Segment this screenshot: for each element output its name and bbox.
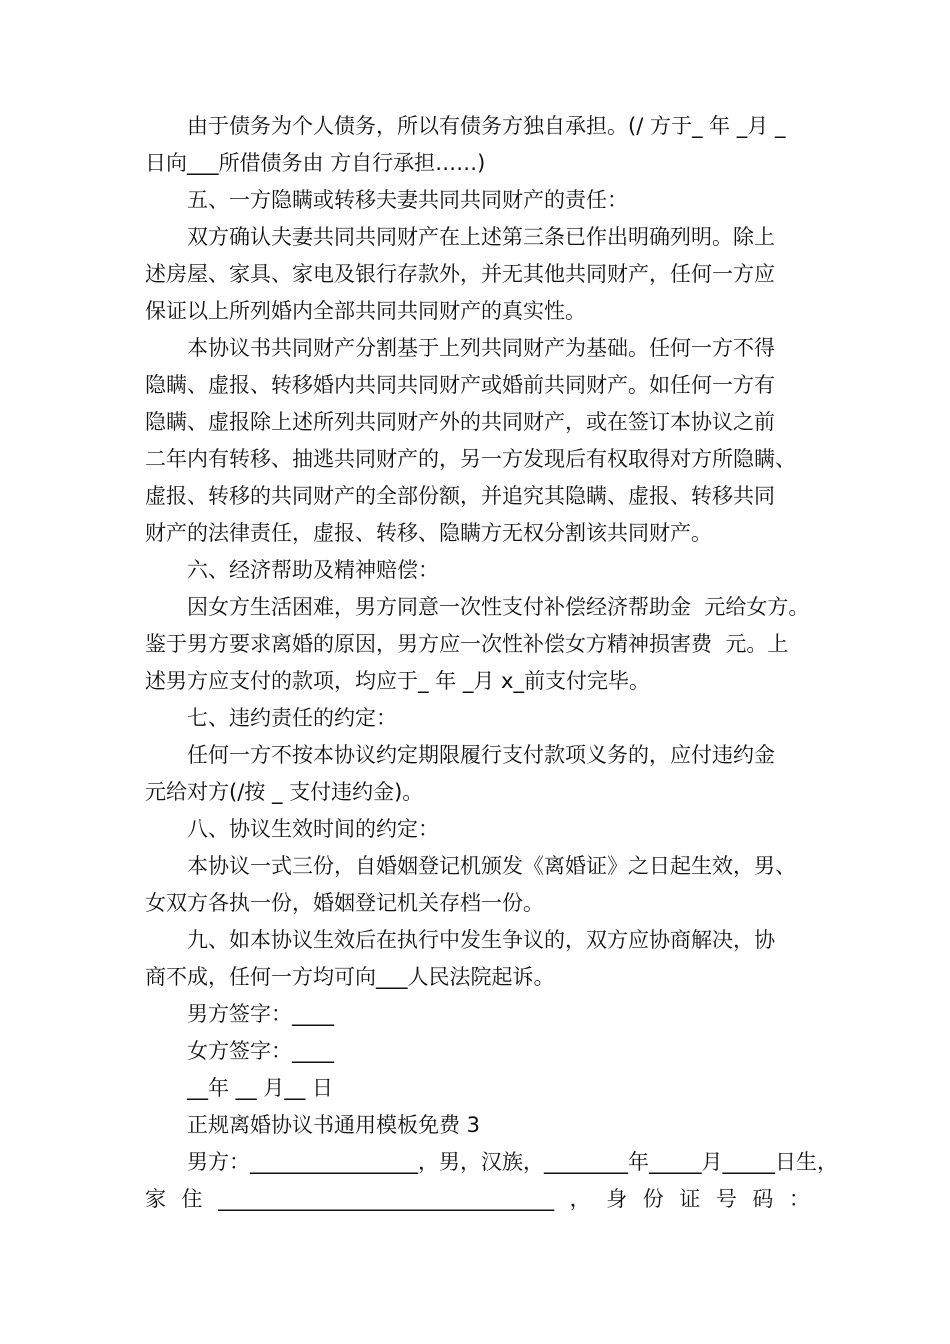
text-line: 本协议一式三份，自婚姻登记机颁发《离婚证》之日起生效，男、 <box>187 854 796 878</box>
text-line: 保证以上所列婚内全部共同共同财产的真实性。 <box>145 299 586 323</box>
text-line: 男方：________________，男，汉族，________年_____月_____日生， <box>187 1150 838 1174</box>
text-line: 隐瞒、虚报、转移婚内共同共同财产或婚前共同财产。如任何一方有 <box>145 373 775 397</box>
text-line: 虚报、转移的共同财产的全部份额，并追究其隐瞒、虚报、转移共同 <box>145 484 775 508</box>
text-fragment: 住 <box>181 1187 203 1211</box>
text-line: 本协议书共同财产分割基于上列共同财产为基础。任何一方不得 <box>187 336 775 360</box>
text-line: 五、一方隐瞒或转移夫妻共同共同财产的责任： <box>187 188 628 212</box>
text-line: 男方签字：____ <box>187 1002 334 1026</box>
text-line: 财产的法律责任，虚报、转移、隐瞒方无权分割该共同财产。 <box>145 521 712 545</box>
document-body <box>145 108 838 1218</box>
text-line: 任何一方不按本协议约定期限履行支付款项义务的，应付违约金 <box>187 743 775 767</box>
text-fragment: 码 <box>752 1187 774 1211</box>
text-line: 七、违约责任的约定： <box>187 706 397 730</box>
text-line: 述男方应支付的款项，均应于_ 年 _月 x_前支付完毕。 <box>145 669 650 693</box>
text-fragment: ， <box>569 1187 591 1211</box>
text-fragment: 证 <box>679 1187 701 1211</box>
text-line: 商不成，任何一方均可向___人民法院起诉。 <box>145 965 555 989</box>
text-line: 鉴于男方要求离婚的原因，男方应一次性补偿女方精神损害费 元。上 <box>145 632 789 656</box>
text-line: 因女方生活困难，男方同意一次性支付补偿经济帮助金 元给女方。 <box>187 595 810 619</box>
text-line: 女方签字：____ <box>187 1039 334 1063</box>
text-line: 正规离婚协议书通用模板免费 3 <box>187 1113 481 1137</box>
text-line: 六、经济帮助及精神赔偿： <box>187 558 439 582</box>
text-line: 日向___所借债务由 方自行承担……) <box>145 151 486 175</box>
text-fragment: 份 <box>642 1187 664 1211</box>
text-line: 双方确认夫妻共同共同财产在上述第三条已作出明确列明。除上 <box>187 225 775 249</box>
text-fragment: 家 <box>145 1187 166 1211</box>
text-line: 女双方各执一份，婚姻登记机关存档一份。 <box>145 891 544 915</box>
paragraph-lines <box>145 108 838 1181</box>
text-line: 九、如本协议生效后在执行中发生争议的，双方应协商解决，协 <box>187 928 775 952</box>
text-line: 二年内有转移、抽逃共同财产的，另一方发现后有权取得对方所隐瞒、 <box>145 447 796 471</box>
text-line: __年 __ 月__ 日 <box>187 1076 334 1100</box>
text-line: 隐瞒、虚报除上述所列共同财产外的共同财产，或在签订本协议之前 <box>145 410 775 434</box>
text-fragment: ： <box>788 1187 810 1211</box>
text-fragment: ________________________________ <box>218 1187 555 1211</box>
text-fragment: 身 <box>606 1187 628 1211</box>
text-line: 八、协议生效时间的约定： <box>187 817 439 841</box>
text-line: 由于债务为个人债务，所以有债务方独自承担。(/ 方于_ 年 _月 _ <box>187 114 786 138</box>
text-line: 述房屋、家具、家电及银行存款外，并无其他共同财产，任何一方应 <box>145 262 775 286</box>
text-fragment: 号 <box>715 1187 737 1211</box>
address-id-line <box>145 1181 810 1218</box>
text-line: 元给对方(/按 _ 支付违约金)。 <box>145 780 424 804</box>
